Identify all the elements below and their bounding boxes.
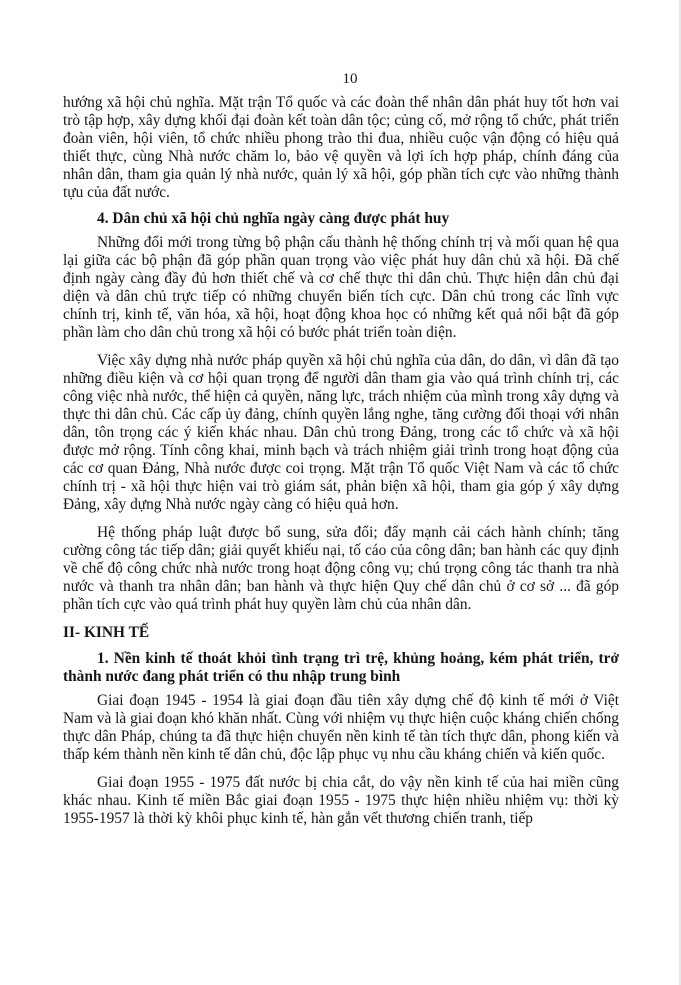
paragraph-period-1955-1975: Giai đoạn 1955 - 1975 đất nước bị chia cắt, do vậy nền kinh tế của hai miền cũng khác nhau. Kinh tế miền Bắc giai đoạn 1955 - 1975 thực hiện nhiều nhiệm vụ: thời kỳ 1955-1957 là thời kỳ khôi phục kinh tế, hàn gắn vết thương chiến tranh, tiếp (63, 774, 619, 827)
paragraph-political-reforms: Những đổi mới trong từng bộ phận cấu thành hệ thống chính trị và mối quan hệ qua lại giữa các bộ phận đã góp phần quan trọng vào việc phát huy dân chủ xã hội. Đã chế định ngày càng đầy đủ hơn thiết chế và cơ chế thực thi dân chủ. Thực hiện dân chủ đại diện và dân chủ trực tiếp có những chuyển biến tích cực. Dân chủ trong các lĩnh vực chính trị, kinh tế, văn hóa, xã hội, hoạt động khoa học có những kết quả nổi bật đã góp phần làm cho dân chủ trong xã hội có bước phát triển toàn diện. (63, 234, 619, 341)
paragraph-rule-of-law-state: Việc xây dựng nhà nước pháp quyền xã hội chủ nghĩa của dân, do dân, vì dân đã tạo những điều kiện và cơ hội quan trọng để người dân tham gia vào quá trình chính trị, các công việc nhà nước, thể hiện cả quyền, năng lực, trách nhiệm của mình trong xây dựng và thực thi dân chủ. Các cấp ủy đảng, chính quyền lắng nghe, tăng cường đối thoại với nhân dân, tôn trọng các ý kiến khác nhau. Dân chủ trong Đảng, trong các tổ chức và xã hội được mở rộng. Tính công khai, minh bạch và trách nhiệm giải trình trong hoạt động của các cơ quan Đảng, Nhà nước được coi trọng. Mặt trận Tổ quốc Việt Nam và các tổ chức chính trị - xã hội thực hiện vai trò giám sát, phản biện xã hội, tham gia góp ý xây dựng Đảng, xây dựng Nhà nước ngày càng có hiệu quả hơn. (63, 352, 619, 513)
document-body (63, 94, 619, 828)
paragraph-front-organizations: hướng xã hội chủ nghĩa. Mặt trận Tổ quốc và các đoàn thể nhân dân phát huy tốt hơn vai trò tập hợp, xây dựng khối đại đoàn kết toàn dân tộc; củng cố, mở rộng tổ chức, phát triển đoàn viên, hội viên, tổ chức nhiều phong trào thi đua, nhiều cuộc vận động có hiệu quả thiết thực, cùng Nhà nước chăm lo, bảo vệ quyền và lợi ích hợp pháp, chính đáng của nhân dân, tham gia quản lý nhà nước, quản lý xã hội, góp phần tích cực vào những thành tựu của đất nước. (63, 94, 619, 201)
heading-section-economy: II- KINH TẾ (63, 624, 150, 641)
page-number: 10 (342, 71, 358, 87)
paragraph-period-1945-1954: Giai đoạn 1945 - 1954 là giai đoạn đầu tiên xây dựng chế độ kinh tế mới ở Việt Nam và là giai đoạn khó khăn nhất. Cùng với nhiệm vụ thực hiện cuộc kháng chiến chống thực dân Pháp, chúng ta đã thực hiện chuyển nền kinh tế tàn tích thực dân, phong kiến và thấp kém thành nền kinh tế dân chủ, độc lập phục vụ nhu cầu kháng chiến và kiến quốc. (63, 692, 619, 763)
paragraph-legal-system: Hệ thống pháp luật được bổ sung, sửa đổi; đẩy mạnh cải cách hành chính; tăng cường công tác tiếp dân; giải quyết khiếu nại, tố cáo của công dân; ban hành các quy định về chế độ công chức nhà nước trong hoạt động công vụ; chú trọng công tác thanh tra nhà nước và thanh tra nhân dân; ban hành và thực hiện Quy chế dân chủ ở cơ sở ... đã góp phần tích cực vào quá trình phát huy quyền làm chủ của nhân dân. (63, 524, 619, 613)
heading-economy-escape-stagnation: 1. Nền kinh tế thoát khỏi tình trạng trì trệ, khủng hoảng, kém phát triển, trở thành nước đang phát triển có thu nhập trung bình (63, 650, 619, 685)
heading-socialist-democracy: 4. Dân chủ xã hội chủ nghĩa ngày càng được phát huy (97, 210, 450, 227)
